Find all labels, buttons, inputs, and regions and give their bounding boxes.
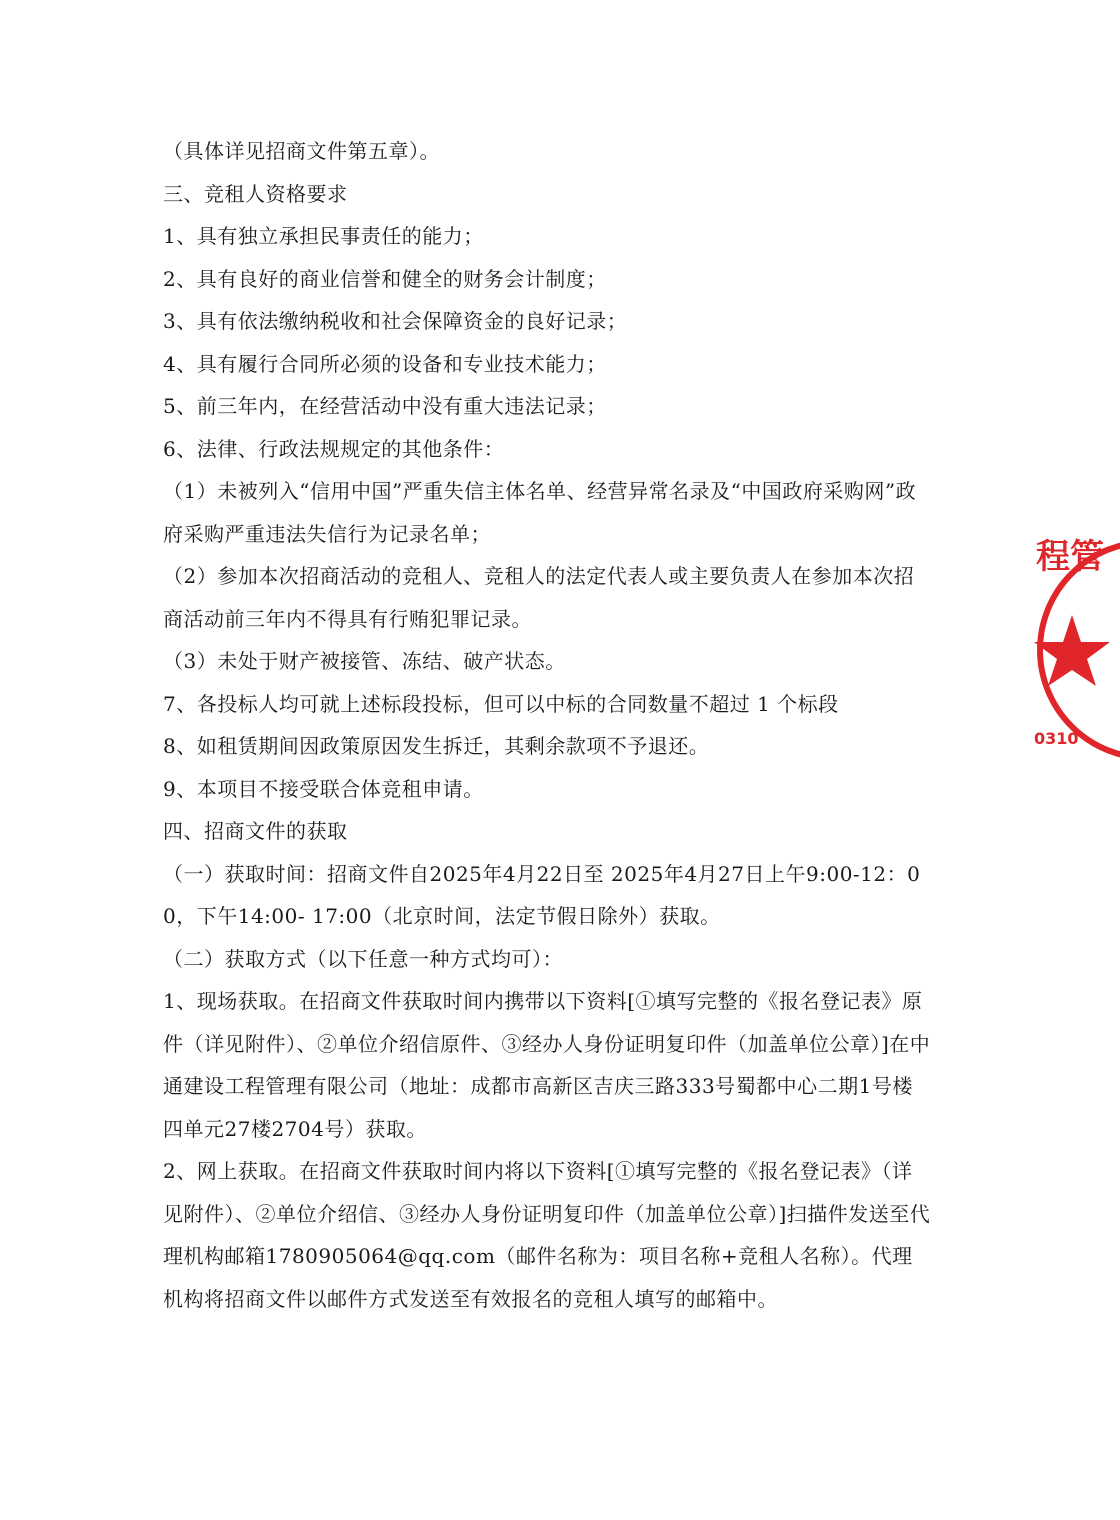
paragraph-qual-7: 7、各投标人均可就上述标段投标，但可以中标的合同数量不超过 1 个标段 [163,691,839,716]
paragraph-onsite: 1、现场获取。在招商文件获取时间内携带以下资料[①填写完整的《报名登记表》原件（详见附件）、②单位介绍信原件、③经办人身份证明复印件（加盖单位公章）]在中通建设工程管理有限公司（地址：成都市高新区吉庆三路333号蜀都中心二期1号楼四单元27楼2704号）获取。 [163,989,931,1141]
paragraph-qual-9: 9、本项目不接受联合体竞租申请。 [163,776,484,801]
paragraph-qual-1: 1、具有独立承担民事责任的能力； [163,224,484,248]
seal-text-top: 程管 [1036,537,1104,577]
paragraph-online: 2、网上获取。在招商文件获取时间内将以下资料[①填写完整的《报名登记表》（详见附件）、②单位介绍信、③经办人身份证明复印件（加盖单位公章）]扫描件发送至代理机构邮箱1780905064@qq.com（邮件名称为：项目名称+竞租人名称）。代理机构将招商文件以邮件方式发送至有效报名的竞租人填写的邮箱中。 [163,1159,931,1311]
paragraph-qual-3: 3、具有依法缴纳税收和社会保障资金的良好记录； [163,309,628,333]
paragraph-1: （具体详见招商文件第五章）。 [163,139,440,163]
document-body [163,130,933,1320]
red-star-seal-icon [1030,520,1120,780]
section-heading-4: 四、招商文件的获取 [163,819,348,843]
paragraph-qual-6-1: （1）未被列入“信用中国”严重失信主体名单、经营异常名录及“中国政府采购网”政府采购严重违法失信行为记录名单； [163,479,917,546]
paragraph-qual-4: 4、具有履行合同所必须的设备和专业技术能力； [163,351,607,376]
paragraph-qual-5: 5、前三年内，在经营活动中没有重大违法记录； [163,394,607,418]
section-heading-3: 三、竞租人资格要求 [163,181,348,206]
paragraph-qual-6-3: （3）未处于财产被接管、冻结、破产状态。 [163,649,566,673]
paragraph-qual-8: 8、如租赁期间因政策原因发生拆迁，其剩余款项不予退还。 [163,734,710,758]
seal-text-bottom: 0310 [1034,729,1079,748]
paragraph-acquire-method: （二）获取方式（以下任意一种方式均可）： [163,946,563,971]
paragraph-acquire-time: （一）获取时间：招商文件自2025年4月22日至 2025年4月27日上午9:00-12：00，下午14:00- 17:00（北京时间，法定节假日除外）获取。 [163,861,921,928]
paragraph-qual-6: 6、法律、行政法规规定的其他条件： [163,436,505,461]
paragraph-qual-6-2: （2）参加本次招商活动的竞租人、竞租人的法定代表人或主要负责人在参加本次招商活动前三年内不得具有行贿犯罪记录。 [163,564,915,631]
paragraph-qual-2: 2、具有良好的商业信誉和健全的财务会计制度； [163,266,607,291]
